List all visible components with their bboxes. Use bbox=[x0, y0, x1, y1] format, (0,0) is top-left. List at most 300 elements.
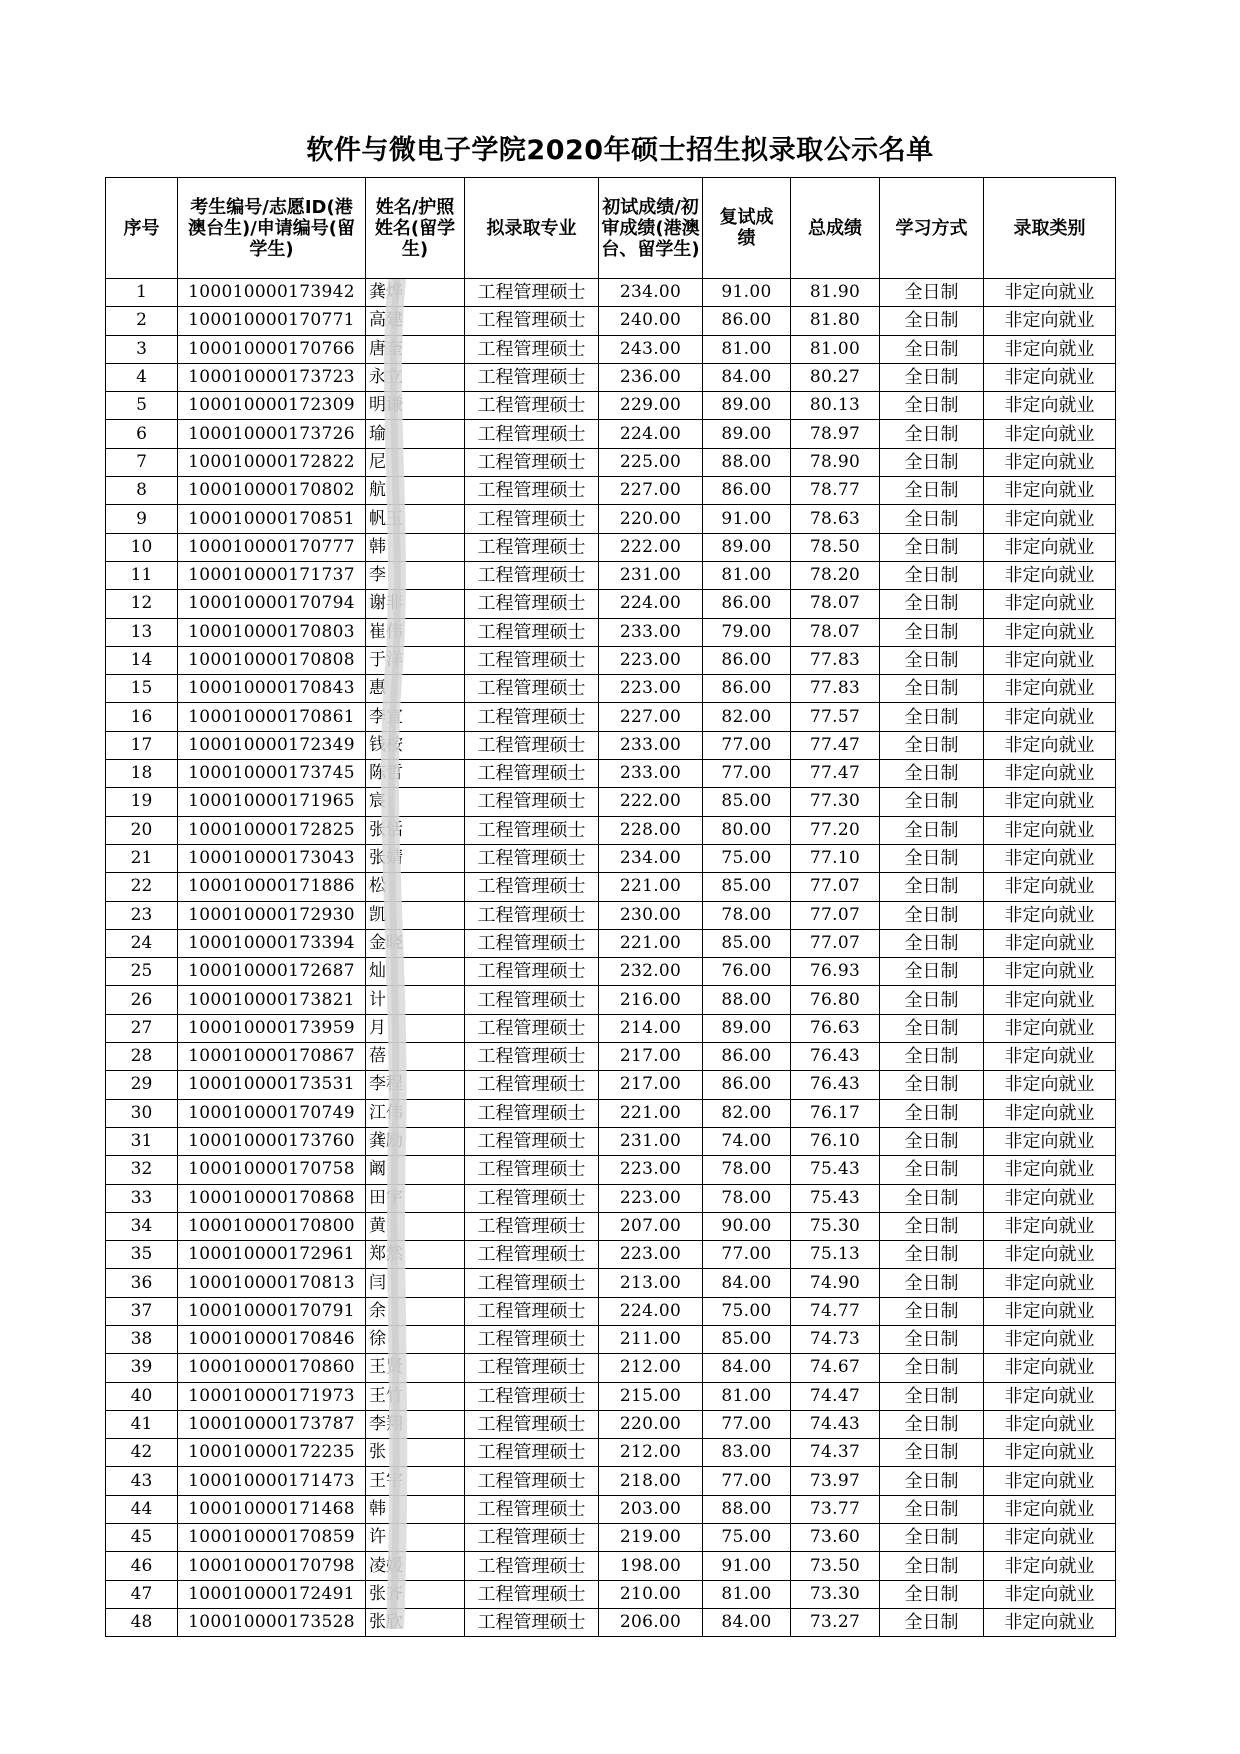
study-mode: 全日制 bbox=[880, 1297, 984, 1325]
table-row bbox=[106, 1184, 1116, 1212]
row-index: 26 bbox=[106, 986, 178, 1014]
study-mode: 全日制 bbox=[880, 901, 984, 929]
table-row bbox=[106, 533, 1116, 561]
initial-score: 229.00 bbox=[599, 392, 703, 420]
total-score: 78.63 bbox=[791, 505, 880, 533]
table-row bbox=[106, 335, 1116, 363]
candidate-name: 江伟 bbox=[366, 1099, 465, 1127]
initial-score: 223.00 bbox=[599, 1184, 703, 1212]
candidate-id: 100010000173942 bbox=[178, 279, 366, 307]
initial-score: 220.00 bbox=[599, 505, 703, 533]
admission-type: 非定向就业 bbox=[984, 675, 1116, 703]
candidate-id: 100010000170868 bbox=[178, 1184, 366, 1212]
major: 工程管理硕士 bbox=[465, 1184, 599, 1212]
table-row bbox=[106, 873, 1116, 901]
retest-score: 80.00 bbox=[703, 816, 791, 844]
retest-score: 85.00 bbox=[703, 873, 791, 901]
row-index: 2 bbox=[106, 307, 178, 335]
total-score: 77.83 bbox=[791, 646, 880, 674]
total-score: 77.47 bbox=[791, 731, 880, 759]
major: 工程管理硕士 bbox=[465, 533, 599, 561]
admission-type: 非定向就业 bbox=[984, 448, 1116, 476]
retest-score: 77.00 bbox=[703, 731, 791, 759]
retest-score: 86.00 bbox=[703, 1043, 791, 1071]
candidate-name: 钱桉 bbox=[366, 731, 465, 759]
table-row bbox=[106, 1241, 1116, 1269]
admission-table bbox=[105, 177, 1116, 1637]
major: 工程管理硕士 bbox=[465, 901, 599, 929]
major: 工程管理硕士 bbox=[465, 986, 599, 1014]
admission-type: 非定向就业 bbox=[984, 477, 1116, 505]
candidate-id: 100010000173745 bbox=[178, 760, 366, 788]
retest-score: 86.00 bbox=[703, 646, 791, 674]
initial-score: 234.00 bbox=[599, 844, 703, 872]
candidate-id: 100010000170813 bbox=[178, 1269, 366, 1297]
row-index: 47 bbox=[106, 1580, 178, 1608]
table-row bbox=[106, 1269, 1116, 1297]
admission-type: 非定向就业 bbox=[984, 307, 1116, 335]
row-index: 36 bbox=[106, 1269, 178, 1297]
study-mode: 全日制 bbox=[880, 958, 984, 986]
initial-score: 243.00 bbox=[599, 335, 703, 363]
initial-score: 234.00 bbox=[599, 279, 703, 307]
initial-score: 214.00 bbox=[599, 1014, 703, 1042]
table-row bbox=[106, 1212, 1116, 1240]
total-score: 74.47 bbox=[791, 1382, 880, 1410]
study-mode: 全日制 bbox=[880, 1325, 984, 1353]
initial-score: 233.00 bbox=[599, 731, 703, 759]
admission-type: 非定向就业 bbox=[984, 731, 1116, 759]
retest-score: 86.00 bbox=[703, 307, 791, 335]
candidate-name: 陈哲 bbox=[366, 760, 465, 788]
initial-score: 207.00 bbox=[599, 1212, 703, 1240]
admission-type: 非定向就业 bbox=[984, 1184, 1116, 1212]
admission-type: 非定向就业 bbox=[984, 1241, 1116, 1269]
study-mode: 全日制 bbox=[880, 1212, 984, 1240]
table-row bbox=[106, 1014, 1116, 1042]
study-mode: 全日制 bbox=[880, 618, 984, 646]
candidate-name: 田宇 bbox=[366, 1184, 465, 1212]
initial-score: 228.00 bbox=[599, 816, 703, 844]
retest-score: 88.00 bbox=[703, 986, 791, 1014]
row-index: 13 bbox=[106, 618, 178, 646]
major: 工程管理硕士 bbox=[465, 1127, 599, 1155]
admission-type: 非定向就业 bbox=[984, 1014, 1116, 1042]
admission-type: 非定向就业 bbox=[984, 335, 1116, 363]
candidate-name: 松 bbox=[366, 873, 465, 901]
admission-type: 非定向就业 bbox=[984, 505, 1116, 533]
study-mode: 全日制 bbox=[880, 788, 984, 816]
total-score: 73.27 bbox=[791, 1608, 880, 1636]
retest-score: 86.00 bbox=[703, 675, 791, 703]
retest-score: 78.00 bbox=[703, 1156, 791, 1184]
candidate-id: 100010000173394 bbox=[178, 929, 366, 957]
retest-score: 84.00 bbox=[703, 1354, 791, 1382]
admission-type: 非定向就业 bbox=[984, 958, 1116, 986]
major: 工程管理硕士 bbox=[465, 1297, 599, 1325]
study-mode: 全日制 bbox=[880, 1241, 984, 1269]
total-score: 78.77 bbox=[791, 477, 880, 505]
retest-score: 91.00 bbox=[703, 505, 791, 533]
candidate-id: 100010000170791 bbox=[178, 1297, 366, 1325]
major: 工程管理硕士 bbox=[465, 1043, 599, 1071]
major: 工程管理硕士 bbox=[465, 1325, 599, 1353]
row-index: 22 bbox=[106, 873, 178, 901]
candidate-id: 100010000173723 bbox=[178, 363, 366, 391]
study-mode: 全日制 bbox=[880, 760, 984, 788]
admission-type: 非定向就业 bbox=[984, 1410, 1116, 1438]
candidate-id: 100010000170802 bbox=[178, 477, 366, 505]
study-mode: 全日制 bbox=[880, 448, 984, 476]
total-score: 77.07 bbox=[791, 901, 880, 929]
major: 工程管理硕士 bbox=[465, 929, 599, 957]
admission-type: 非定向就业 bbox=[984, 1580, 1116, 1608]
candidate-name: 张恬 bbox=[366, 816, 465, 844]
admission-type: 非定向就业 bbox=[984, 646, 1116, 674]
admission-type: 非定向就业 bbox=[984, 816, 1116, 844]
major: 工程管理硕士 bbox=[465, 873, 599, 901]
candidate-name: 闫 bbox=[366, 1269, 465, 1297]
initial-score: 222.00 bbox=[599, 788, 703, 816]
admission-type: 非定向就业 bbox=[984, 1156, 1116, 1184]
table-row bbox=[106, 731, 1116, 759]
total-score: 75.43 bbox=[791, 1184, 880, 1212]
major: 工程管理硕士 bbox=[465, 279, 599, 307]
major: 工程管理硕士 bbox=[465, 335, 599, 363]
initial-score: 225.00 bbox=[599, 448, 703, 476]
row-index: 16 bbox=[106, 703, 178, 731]
admission-type: 非定向就业 bbox=[984, 590, 1116, 618]
initial-score: 221.00 bbox=[599, 1099, 703, 1127]
major: 工程管理硕士 bbox=[465, 1354, 599, 1382]
retest-score: 77.00 bbox=[703, 1410, 791, 1438]
total-score: 75.13 bbox=[791, 1241, 880, 1269]
admission-type: 非定向就业 bbox=[984, 760, 1116, 788]
row-index: 40 bbox=[106, 1382, 178, 1410]
candidate-id: 100010000170798 bbox=[178, 1552, 366, 1580]
admission-type: 非定向就业 bbox=[984, 1297, 1116, 1325]
major: 工程管理硕士 bbox=[465, 1580, 599, 1608]
retest-score: 81.00 bbox=[703, 1580, 791, 1608]
table-row bbox=[106, 646, 1116, 674]
candidate-name: 许 bbox=[366, 1524, 465, 1552]
table-row bbox=[106, 1439, 1116, 1467]
candidate-name: 高建 bbox=[366, 307, 465, 335]
row-index: 11 bbox=[106, 561, 178, 589]
major: 工程管理硕士 bbox=[465, 646, 599, 674]
admission-type: 非定向就业 bbox=[984, 392, 1116, 420]
candidate-id: 100010000172822 bbox=[178, 448, 366, 476]
retest-score: 85.00 bbox=[703, 929, 791, 957]
admission-type: 非定向就业 bbox=[984, 986, 1116, 1014]
study-mode: 全日制 bbox=[880, 590, 984, 618]
initial-score: 211.00 bbox=[599, 1325, 703, 1353]
retest-score: 76.00 bbox=[703, 958, 791, 986]
study-mode: 全日制 bbox=[880, 335, 984, 363]
total-score: 78.20 bbox=[791, 561, 880, 589]
header-major: 拟录取专业 bbox=[465, 178, 599, 279]
admission-type: 非定向就业 bbox=[984, 1325, 1116, 1353]
table-body bbox=[106, 279, 1116, 1637]
initial-score: 213.00 bbox=[599, 1269, 703, 1297]
table-row bbox=[106, 1495, 1116, 1523]
study-mode: 全日制 bbox=[880, 561, 984, 589]
initial-score: 227.00 bbox=[599, 477, 703, 505]
row-index: 19 bbox=[106, 788, 178, 816]
row-index: 41 bbox=[106, 1410, 178, 1438]
admission-type: 非定向就业 bbox=[984, 1608, 1116, 1636]
candidate-id: 100010000170794 bbox=[178, 590, 366, 618]
initial-score: 233.00 bbox=[599, 618, 703, 646]
candidate-id: 100010000170800 bbox=[178, 1212, 366, 1240]
initial-score: 224.00 bbox=[599, 420, 703, 448]
retest-score: 88.00 bbox=[703, 448, 791, 476]
study-mode: 全日制 bbox=[880, 873, 984, 901]
study-mode: 全日制 bbox=[880, 816, 984, 844]
retest-score: 86.00 bbox=[703, 1071, 791, 1099]
study-mode: 全日制 bbox=[880, 1382, 984, 1410]
candidate-name: 张欣 bbox=[366, 1608, 465, 1636]
candidate-id: 100010000170803 bbox=[178, 618, 366, 646]
candidate-name: 李程 bbox=[366, 1071, 465, 1099]
row-index: 35 bbox=[106, 1241, 178, 1269]
total-score: 76.43 bbox=[791, 1071, 880, 1099]
candidate-name: 凯 bbox=[366, 901, 465, 929]
candidate-name: 月 bbox=[366, 1014, 465, 1042]
candidate-id: 100010000173531 bbox=[178, 1071, 366, 1099]
candidate-id: 100010000170766 bbox=[178, 335, 366, 363]
table-row bbox=[106, 1354, 1116, 1382]
row-index: 44 bbox=[106, 1495, 178, 1523]
candidate-id: 100010000172930 bbox=[178, 901, 366, 929]
total-score: 75.30 bbox=[791, 1212, 880, 1240]
table-row bbox=[106, 1325, 1116, 1353]
candidate-name: 唐奎 bbox=[366, 335, 465, 363]
initial-score: 215.00 bbox=[599, 1382, 703, 1410]
initial-score: 227.00 bbox=[599, 703, 703, 731]
candidate-name: 李宣 bbox=[366, 703, 465, 731]
major: 工程管理硕士 bbox=[465, 420, 599, 448]
row-index: 21 bbox=[106, 844, 178, 872]
candidate-id: 100010000172309 bbox=[178, 392, 366, 420]
candidate-name: 宸 bbox=[366, 788, 465, 816]
candidate-id: 100010000170771 bbox=[178, 307, 366, 335]
initial-score: 210.00 bbox=[599, 1580, 703, 1608]
study-mode: 全日制 bbox=[880, 279, 984, 307]
candidate-id: 100010000170843 bbox=[178, 675, 366, 703]
candidate-name: 王贤 bbox=[366, 1354, 465, 1382]
row-index: 42 bbox=[106, 1439, 178, 1467]
table-row bbox=[106, 1043, 1116, 1071]
major: 工程管理硕士 bbox=[465, 618, 599, 646]
table-row bbox=[106, 279, 1116, 307]
candidate-id: 100010000170851 bbox=[178, 505, 366, 533]
retest-score: 77.00 bbox=[703, 1241, 791, 1269]
table-row bbox=[106, 1580, 1116, 1608]
total-score: 77.83 bbox=[791, 675, 880, 703]
admission-type: 非定向就业 bbox=[984, 618, 1116, 646]
admission-type: 非定向就业 bbox=[984, 1212, 1116, 1240]
row-index: 9 bbox=[106, 505, 178, 533]
initial-score: 217.00 bbox=[599, 1043, 703, 1071]
major: 工程管理硕士 bbox=[465, 392, 599, 420]
initial-score: 224.00 bbox=[599, 1297, 703, 1325]
total-score: 73.77 bbox=[791, 1495, 880, 1523]
candidate-id: 100010000171737 bbox=[178, 561, 366, 589]
study-mode: 全日制 bbox=[880, 420, 984, 448]
candidate-id: 100010000171886 bbox=[178, 873, 366, 901]
major: 工程管理硕士 bbox=[465, 307, 599, 335]
retest-score: 85.00 bbox=[703, 1325, 791, 1353]
table-row bbox=[106, 1410, 1116, 1438]
header-name: 姓名/护照姓名(留学生) bbox=[366, 178, 465, 279]
major: 工程管理硕士 bbox=[465, 561, 599, 589]
retest-score: 86.00 bbox=[703, 590, 791, 618]
study-mode: 全日制 bbox=[880, 307, 984, 335]
candidate-id: 100010000171473 bbox=[178, 1467, 366, 1495]
header-candidate-id: 考生编号/志愿ID(港澳台生)/申请编号(留学生) bbox=[178, 178, 366, 279]
major: 工程管理硕士 bbox=[465, 703, 599, 731]
total-score: 76.17 bbox=[791, 1099, 880, 1127]
candidate-name: 阚 bbox=[366, 1156, 465, 1184]
candidate-name: 瑜 bbox=[366, 420, 465, 448]
major: 工程管理硕士 bbox=[465, 1014, 599, 1042]
row-index: 34 bbox=[106, 1212, 178, 1240]
candidate-name: 余 bbox=[366, 1297, 465, 1325]
study-mode: 全日制 bbox=[880, 844, 984, 872]
candidate-id: 100010000172825 bbox=[178, 816, 366, 844]
study-mode: 全日制 bbox=[880, 1014, 984, 1042]
candidate-name: 李 bbox=[366, 561, 465, 589]
total-score: 73.30 bbox=[791, 1580, 880, 1608]
admission-type: 非定向就业 bbox=[984, 1382, 1116, 1410]
major: 工程管理硕士 bbox=[465, 844, 599, 872]
candidate-name: 帆玉 bbox=[366, 505, 465, 533]
total-score: 80.13 bbox=[791, 392, 880, 420]
table-row bbox=[106, 675, 1116, 703]
total-score: 74.43 bbox=[791, 1410, 880, 1438]
total-score: 74.77 bbox=[791, 1297, 880, 1325]
study-mode: 全日制 bbox=[880, 703, 984, 731]
admission-type: 非定向就业 bbox=[984, 788, 1116, 816]
row-index: 7 bbox=[106, 448, 178, 476]
major: 工程管理硕士 bbox=[465, 1608, 599, 1636]
total-score: 81.90 bbox=[791, 279, 880, 307]
total-score: 78.07 bbox=[791, 590, 880, 618]
table-row bbox=[106, 505, 1116, 533]
table-row bbox=[106, 1608, 1116, 1636]
total-score: 81.80 bbox=[791, 307, 880, 335]
major: 工程管理硕士 bbox=[465, 816, 599, 844]
initial-score: 203.00 bbox=[599, 1495, 703, 1523]
initial-score: 223.00 bbox=[599, 1241, 703, 1269]
retest-score: 89.00 bbox=[703, 420, 791, 448]
row-index: 39 bbox=[106, 1354, 178, 1382]
candidate-name: 张齐 bbox=[366, 1580, 465, 1608]
candidate-id: 100010000171965 bbox=[178, 788, 366, 816]
candidate-id: 100010000170867 bbox=[178, 1043, 366, 1071]
retest-score: 82.00 bbox=[703, 1099, 791, 1127]
admission-type: 非定向就业 bbox=[984, 844, 1116, 872]
candidate-name: 凌媛 bbox=[366, 1552, 465, 1580]
initial-score: 233.00 bbox=[599, 760, 703, 788]
candidate-name: 韩 bbox=[366, 533, 465, 561]
study-mode: 全日制 bbox=[880, 1354, 984, 1382]
candidate-name: 徐 bbox=[366, 1325, 465, 1353]
admission-type: 非定向就业 bbox=[984, 1127, 1116, 1155]
candidate-id: 100010000172349 bbox=[178, 731, 366, 759]
candidate-name: 王竹 bbox=[366, 1382, 465, 1410]
initial-score: 198.00 bbox=[599, 1552, 703, 1580]
candidate-id: 100010000170749 bbox=[178, 1099, 366, 1127]
retest-score: 89.00 bbox=[703, 533, 791, 561]
row-index: 29 bbox=[106, 1071, 178, 1099]
retest-score: 78.00 bbox=[703, 901, 791, 929]
row-index: 3 bbox=[106, 335, 178, 363]
candidate-id: 100010000172235 bbox=[178, 1439, 366, 1467]
table-row bbox=[106, 986, 1116, 1014]
table-row bbox=[106, 363, 1116, 391]
initial-score: 216.00 bbox=[599, 986, 703, 1014]
study-mode: 全日制 bbox=[880, 477, 984, 505]
admission-type: 非定向就业 bbox=[984, 561, 1116, 589]
candidate-name: 韩 bbox=[366, 1495, 465, 1523]
candidate-name: 张婧 bbox=[366, 844, 465, 872]
candidate-id: 100010000173760 bbox=[178, 1127, 366, 1155]
major: 工程管理硕士 bbox=[465, 675, 599, 703]
major: 工程管理硕士 bbox=[465, 958, 599, 986]
initial-score: 219.00 bbox=[599, 1524, 703, 1552]
header-index: 序号 bbox=[106, 178, 178, 279]
admission-type: 非定向就业 bbox=[984, 1495, 1116, 1523]
row-index: 46 bbox=[106, 1552, 178, 1580]
candidate-name: 李翔 bbox=[366, 1410, 465, 1438]
major: 工程管理硕士 bbox=[465, 477, 599, 505]
total-score: 78.90 bbox=[791, 448, 880, 476]
initial-score: 231.00 bbox=[599, 1127, 703, 1155]
row-index: 24 bbox=[106, 929, 178, 957]
retest-score: 83.00 bbox=[703, 1439, 791, 1467]
candidate-name: 金晓 bbox=[366, 929, 465, 957]
retest-score: 88.00 bbox=[703, 1495, 791, 1523]
candidate-id: 100010000170758 bbox=[178, 1156, 366, 1184]
candidate-id: 100010000173726 bbox=[178, 420, 366, 448]
row-index: 20 bbox=[106, 816, 178, 844]
initial-score: 240.00 bbox=[599, 307, 703, 335]
candidate-name: 蓓 bbox=[366, 1043, 465, 1071]
initial-score: 232.00 bbox=[599, 958, 703, 986]
total-score: 78.07 bbox=[791, 618, 880, 646]
candidate-id: 100010000173787 bbox=[178, 1410, 366, 1438]
candidate-name: 明谦 bbox=[366, 392, 465, 420]
initial-score: 223.00 bbox=[599, 675, 703, 703]
retest-score: 77.00 bbox=[703, 760, 791, 788]
study-mode: 全日制 bbox=[880, 1495, 984, 1523]
retest-score: 79.00 bbox=[703, 618, 791, 646]
total-score: 77.30 bbox=[791, 788, 880, 816]
table-row bbox=[106, 1552, 1116, 1580]
row-index: 31 bbox=[106, 1127, 178, 1155]
major: 工程管理硕士 bbox=[465, 590, 599, 618]
study-mode: 全日制 bbox=[880, 1410, 984, 1438]
candidate-name: 崔伟 bbox=[366, 618, 465, 646]
study-mode: 全日制 bbox=[880, 675, 984, 703]
total-score: 76.43 bbox=[791, 1043, 880, 1071]
study-mode: 全日制 bbox=[880, 392, 984, 420]
total-score: 77.20 bbox=[791, 816, 880, 844]
study-mode: 全日制 bbox=[880, 1552, 984, 1580]
table-row bbox=[106, 1382, 1116, 1410]
